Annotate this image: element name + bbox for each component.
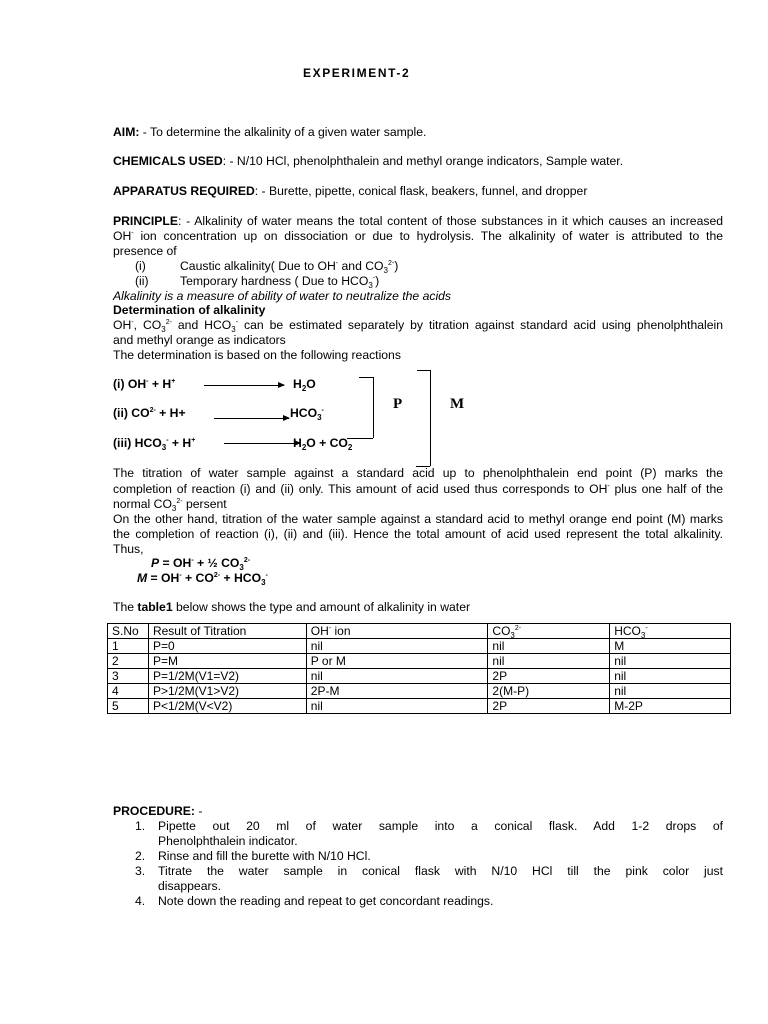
table-cell: P=M [148, 654, 306, 669]
reaction-3-arrow [224, 443, 300, 444]
header-hco3: $HCO_3^-$ [610, 624, 731, 639]
table-cell: M [610, 639, 731, 654]
explanation-p1-line-1: The titration of water sample against a standard acid up to phenolphthalein end point (P) marks the [113, 466, 723, 480]
p-bracket-side [373, 377, 374, 438]
procedure-list [113, 819, 723, 909]
reaction-2-arrow [214, 418, 289, 419]
reaction-1-right: $H_2O$ [293, 377, 316, 393]
table-row [108, 639, 731, 654]
table-cell: nil [610, 669, 731, 684]
table-row [108, 669, 731, 684]
table-cell: 2P [488, 669, 610, 684]
table-cell: P=0 [148, 639, 306, 654]
header-result: Result of Titration [148, 624, 306, 639]
table-row [108, 699, 731, 714]
table-cell: P>1/2M(V1>V2) [148, 684, 306, 699]
p-label: P [393, 396, 403, 412]
page-title: EXPERIMENT-2 [303, 66, 411, 80]
m-bracket-top [417, 370, 430, 371]
principle-line-2: OH- ion concentration up on dissociation or due to hydrolysis. The alkalinity of water is attributed to the [113, 229, 723, 243]
table-intro: The table1 below shows the type and amount of alkalinity in water [113, 600, 471, 614]
equation-m: $M = OH^- + CO^{2-} + HCO_3^-$ [137, 571, 268, 587]
determination-heading: Determination of alkalinity [113, 303, 266, 317]
reaction-1-arrow [204, 385, 284, 386]
table-cell: P<1/2M(V<V2) [148, 699, 306, 714]
table-cell: M-2P [610, 699, 731, 714]
list-item: 1. Pipette out 20 ml of water sample into a conical flask. Add 1-2 drops of Phenolphthalein indicator. [135, 819, 723, 848]
table-cell: 2 [108, 654, 149, 669]
determination-line-2: and methyl orange as indicators [113, 333, 286, 347]
determination-line-3: The determination is based on the following reactions [113, 348, 401, 362]
table-cell: 5 [108, 699, 149, 714]
principle-line-3: presence of [113, 244, 177, 258]
chemicals-line: CHEMICALS USED: - N/10 HCl, phenolphthalein and methyl orange indicators, Sample water. [113, 154, 624, 168]
table-cell: nil [610, 684, 731, 699]
table-cell: nil [488, 639, 610, 654]
reaction-1-left: (i) OH- + H+ [113, 377, 176, 391]
principle-note: Alkalinity is a measure of ability of water to neutralize the acids [113, 289, 452, 303]
table-row [108, 654, 731, 669]
table-cell: 2P [488, 699, 610, 714]
m-bracket-side [430, 370, 431, 466]
explanation-p2-line-3: Thus, [113, 542, 144, 556]
principle-line-1: PRINCIPLE: - Alkalinity of water means the total content of those substances in it which causes an increased [113, 214, 723, 228]
explanation-p1-line-2: completion of reaction (i) and (ii) only. This amount of acid used thus corresponds to OH- plus one half of the [113, 482, 723, 496]
reaction-3-left: (iii) $HCO_3^- + H^+$ [113, 436, 196, 452]
header-sno: S.No [108, 624, 149, 639]
explanation-p2-line-1: On the other hand, titration of the water sample against a standard acid to methyl orange end point (M) marks [113, 512, 723, 526]
table-cell: 4 [108, 684, 149, 699]
table-cell: P=1/2M(V1=V2) [148, 669, 306, 684]
table-cell: P or M [306, 654, 488, 669]
reaction-2-left: (ii) $CO^{2-} + H+$ [113, 406, 186, 420]
procedure-heading: PROCEDURE: - [113, 804, 203, 818]
table-cell: 3 [108, 669, 149, 684]
table-cell: nil [488, 654, 610, 669]
aim-line: AIM: - To determine the alkalinity of a given water sample. [113, 125, 427, 139]
principle-item-1-text: Caustic alkalinity( Due to OH- and $CO_3^{2-}$) [180, 259, 399, 275]
apparatus-line: APPARATUS REQUIRED: - Burette, pipette, conical flask, beakers, funnel, and dropper [113, 184, 588, 198]
alkalinity-table [107, 623, 731, 714]
header-oh: OH- ion [306, 624, 488, 639]
list-item: 2. Rinse and fill the burette with N/10 HCl. [135, 849, 371, 863]
determination-line-1: OH-, $CO_3^{2-}$ and $HCO_3^-$ can be estimated separately by titration against standard acid using phenolphthalein [113, 318, 723, 334]
explanation-p2-line-2: the completion of reaction (i), (ii) and (iii). Hence the total amount of acid used represent the total alkalinity. [113, 527, 723, 541]
table-cell: 1 [108, 639, 149, 654]
table-cell: nil [306, 699, 488, 714]
principle-item-2: (ii) [135, 274, 149, 288]
reaction-3-right: $H_2O + CO_2$ [293, 436, 353, 452]
p-bracket-bottom [347, 438, 373, 439]
p-bracket-top [359, 377, 373, 378]
principle-item-2-text: Temporary hardness ( Due to $HCO_3^-$) [180, 274, 380, 290]
table-header-row [108, 624, 731, 639]
equation-p: P = OH- + ½ $CO_3^{2-}$ [151, 556, 251, 572]
table-cell: nil [306, 669, 488, 684]
m-label: M [450, 396, 465, 412]
table-row [108, 684, 731, 699]
principle-item-1: (i) [135, 259, 146, 273]
table-cell: nil [610, 654, 731, 669]
table-cell: nil [306, 639, 488, 654]
header-co3: $CO_3^{2-}$ [488, 624, 610, 639]
table-cell: 2P-M [306, 684, 488, 699]
explanation-p1-line-3: normal $CO_3^{2-}$ persent [113, 497, 227, 513]
table-cell: 2(M-P) [488, 684, 610, 699]
reaction-2-right: $HCO_3^-$ [290, 406, 324, 422]
list-item: 3. Titrate the water sample in conical flask with N/10 HCl till the pink color just disappears. [135, 864, 723, 893]
list-item: 4. Note down the reading and repeat to get concordant readings. [135, 894, 494, 908]
